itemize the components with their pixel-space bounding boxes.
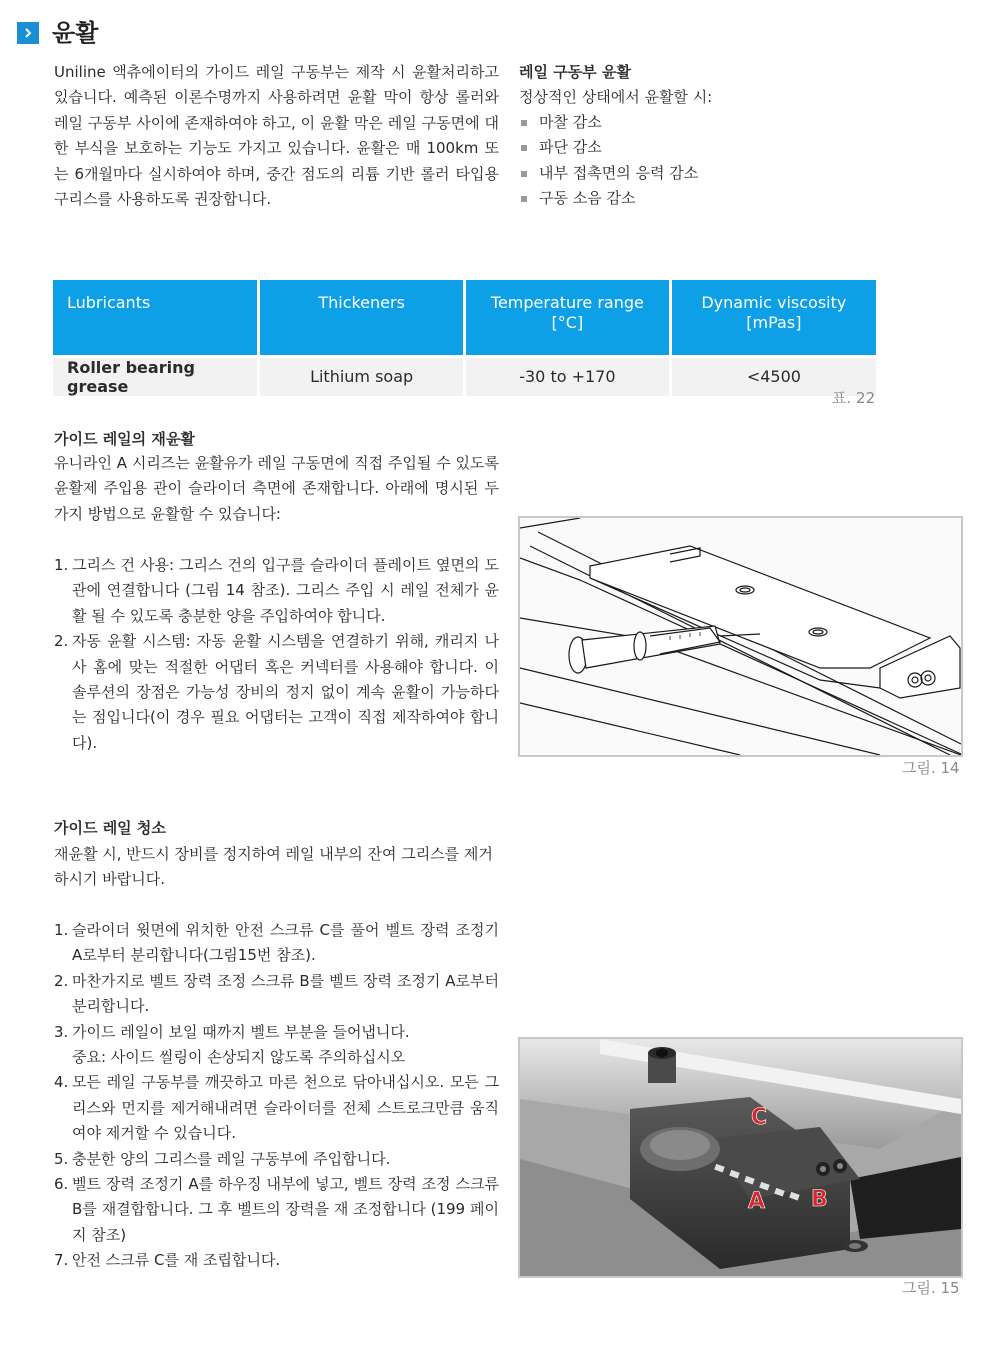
- intro-paragraph: Uniline 액츄에이터의 가이드 레일 구동부는 제작 시 윤활처리하고 있습니다. 예측된 이론수명까지 사용하려면 윤활 막이 항상 롤러와 레일 구동부 사이에 존재하여야 하고, 이 윤활 막은 레일 구동면에 대한 부식을 보호하는 기능도 가지고 있습니다. 윤활은 매 100km 또는 6개월마다 실시하여야 하며, 중간 점도의 리튬 기반 롤러 타입용 구리스를 사용하도록 권장합니다.: [54, 63, 499, 209]
- figure-caption: 그림. 15: [902, 1279, 960, 1297]
- table-cell: Roller bearing grease: [53, 356, 259, 396]
- table-header: Temperature range [°C]: [465, 280, 671, 356]
- rail-lubrication-heading: 레일 구동부 윤활: [519, 63, 631, 81]
- relubrication-paragraph: 유니라인 A 시리즈는 윤활유가 레일 구동면에 직접 주입될 수 있도록 윤활제 주입용 관이 슬라이더 측면에 존재합니다. 아래에 명시된 두 가지 방법으로 윤활할 수 있습니다:: [54, 454, 499, 523]
- table-cell: <4500: [670, 356, 876, 396]
- list-item: 2. 마찬가지로 벨트 장력 조정 스크류 B를 벨트 장력 조정기 A로부터 분리합니다.: [54, 971, 499, 1016]
- chevron-right-icon: [22, 27, 34, 39]
- list-item: 5. 충분한 양의 그리스를 레일 구동부에 주입합니다.: [54, 1149, 391, 1168]
- lubricant-table: [53, 280, 876, 396]
- list-item: 6. 벨트 장력 조정기 A를 하우징 내부에 넣고, 벨트 장력 조정 스크류 B를 재결합합니다. 그 후 벨트의 장력을 재 조정합니다 (199 페이지 참조): [54, 1175, 499, 1244]
- grease-gun-illustration: [520, 518, 961, 755]
- table-caption: 표. 22: [832, 389, 876, 407]
- page-title: 윤활: [52, 19, 99, 47]
- list-item: 파단 감소: [519, 135, 698, 160]
- bullet-square-icon: [521, 196, 527, 202]
- list-item: 4. 모든 레일 구동부를 깨끗하고 마른 천으로 닦아내십시오. 모든 그리스와 먼지를 제거해내려면 슬라이더를 전체 스트로크만큼 움직여야 제거할 수 있습니다.: [54, 1073, 499, 1143]
- table-header: Dynamic viscosity [mPas]: [670, 280, 876, 356]
- table-header: Thickeners: [259, 280, 465, 356]
- relubrication-heading: 가이드 레일의 재윤활: [54, 430, 195, 448]
- list-item: 2. 자동 윤활 시스템: 자동 윤활 시스템을 연결하기 위해, 캐리지 나사 홈에 맞는 적절한 어댑터 혹은 커넥터를 사용해야 합니다. 이 솔루션의 장점은 가능성 장비의 정지 없이 계속 윤활이 가능하다는 점입니다(이 경우 필요 어댑터는 고객이 직접 제작하여야 합니다).: [54, 632, 499, 752]
- figure-label-c: C: [751, 1105, 768, 1130]
- list-item: 구동 소음 감소: [519, 186, 698, 211]
- table-row: [53, 356, 876, 396]
- table-cell: Lithium soap: [259, 356, 465, 396]
- figure-label-b: B: [811, 1187, 828, 1212]
- belt-tensioner-illustration: [520, 1039, 961, 1276]
- figure-belt-tensioner: [518, 1037, 963, 1278]
- figure-label-a: A: [748, 1189, 766, 1214]
- relubrication-steps: [54, 553, 499, 756]
- bullet-square-icon: [521, 171, 527, 177]
- section-marker-icon: [17, 22, 39, 44]
- figure-grease-gun: [518, 516, 963, 757]
- cleaning-paragraph: 재윤활 시, 반드시 장비를 정지하여 레일 내부의 잔여 그리스를 제거하시기 바랍니다.: [54, 845, 493, 889]
- table-header-row: [53, 280, 876, 356]
- table-header: Lubricants: [53, 280, 259, 356]
- list-item: 3. 가이드 레일이 보일 때까지 벨트 부분을 들어냅니다. 중요: 사이드 씰링이 손상되지 않도록 주의하십시오: [54, 1022, 410, 1067]
- list-item: 마찰 감소: [519, 110, 698, 135]
- list-item: 내부 접촉면의 응력 감소: [519, 161, 698, 186]
- benefit-list: [519, 110, 698, 212]
- bullet-square-icon: [521, 145, 527, 151]
- list-item: 7. 안전 스크류 C를 재 조립합니다.: [54, 1251, 281, 1270]
- list-item: 1. 슬라이더 윗면에 위치한 안전 스크류 C를 풀어 벨트 장력 조정기 A로부터 분리합니다(그림15번 참조).: [54, 921, 499, 965]
- cleaning-steps: [54, 918, 499, 1274]
- figure-caption: 그림. 14: [902, 759, 960, 777]
- table-cell: -30 to +170: [465, 356, 671, 396]
- bullet-square-icon: [521, 120, 527, 126]
- rail-lubrication-subtitle: 정상적인 상태에서 윤활할 시:: [519, 88, 713, 106]
- list-item: 1. 그리스 건 사용: 그리스 건의 입구를 슬라이더 플레이트 옆면의 도관에 연결합니다 (그림 14 참조). 그리스 주입 시 레일 전체가 윤활 될 수 있도록 충분한 양을 주입하여야 합니다.: [54, 556, 499, 625]
- cleaning-heading: 가이드 레일 청소: [54, 819, 166, 837]
